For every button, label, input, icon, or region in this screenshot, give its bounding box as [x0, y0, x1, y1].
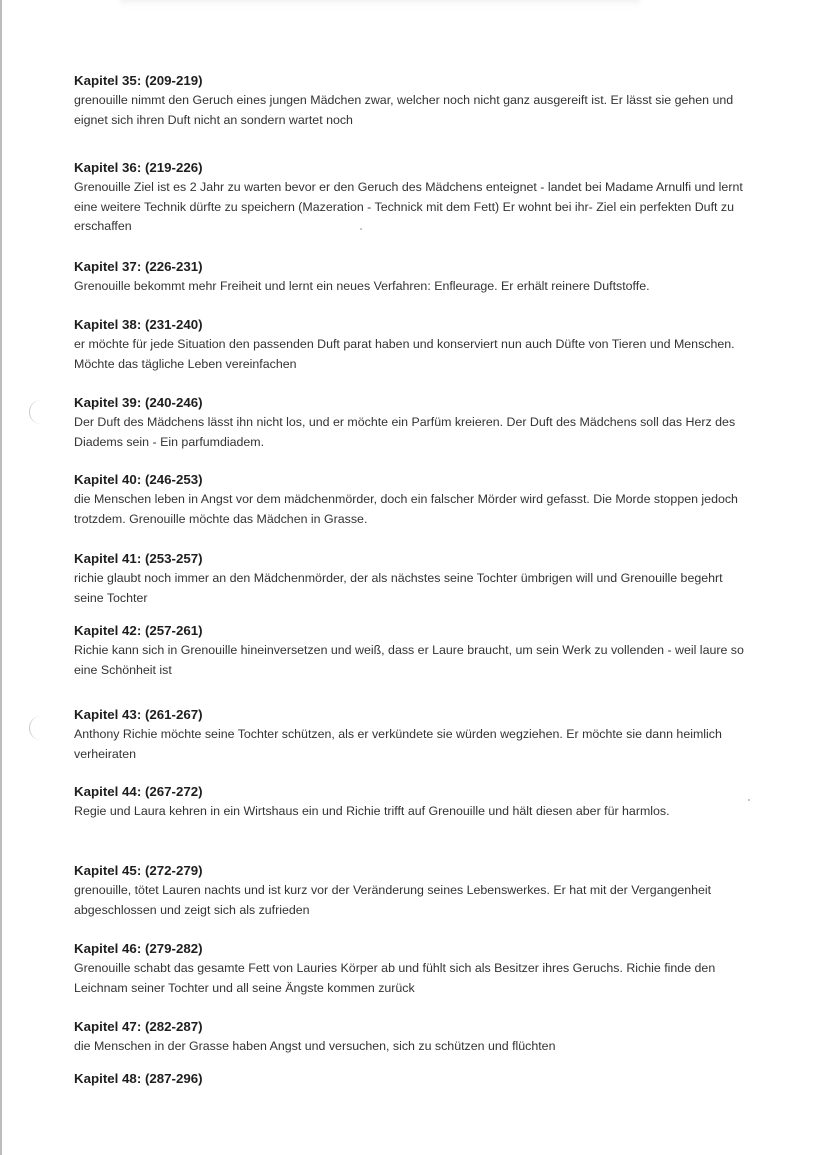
chapter-heading: Kapitel 36: (219-226) [74, 160, 203, 175]
chapter-heading: Kapitel 35: (209-219) [74, 73, 203, 88]
chapter-heading: Kapitel 45: (272-279) [74, 863, 203, 878]
chapter-heading: Kapitel 39: (240-246) [74, 395, 203, 410]
punch-hole-mark [29, 716, 52, 740]
chapter-heading: Kapitel 44: (267-272) [74, 784, 203, 799]
chapter-block [74, 393, 754, 470]
chapter-heading: Kapitel 37: (226-231) [74, 259, 203, 274]
chapter-heading: Kapitel 42: (257-261) [74, 623, 203, 638]
chapter-summary: Der Duft des Mädchens lässt ihn nicht los, und er möchte ein Parfüm kreieren. Der Duft des Mädchens soll das Herz des Diadems sein - Ein parfumdiadem. [74, 415, 736, 449]
chapter-summary: grenouille, tötet Lauren nachts und ist kurz vor der Veränderung seines Lebenswerkes. Er hat mit der Vergangenheit abgeschlossen und zeigt sich als zufrieden [74, 883, 712, 917]
chapter-summary: richie glaubt noch immer an den Mädchenmörder, der als nächstes seine Tochter ümbrigen will und Grenouille begehrt seine Tochter [74, 571, 723, 605]
chapter-block [74, 705, 754, 782]
chapter-summary-list [74, 71, 754, 1089]
chapter-block [74, 158, 754, 257]
chapter-block [74, 549, 754, 621]
chapter-heading: Kapitel 43: (261-267) [74, 707, 203, 722]
chapter-heading: Kapitel 38: (231-240) [74, 317, 203, 332]
chapter-summary: Grenouille schabt das gesamte Fett von Lauries Körper ab und fühlt sich als Besitzer ihres Geruchs. Richie finde den Leichnam seiner Tochter und all seine Ängste kommen zurück [74, 961, 716, 995]
chapter-summary: die Menschen in der Grasse haben Angst und versuchen, sich zu schützen und flüchten [74, 1039, 556, 1053]
chapter-heading: Kapitel 48: (287-296) [74, 1071, 203, 1086]
chapter-block [74, 257, 754, 315]
chapter-summary: Grenouille bekommt mehr Freiheit und lernt ein neues Verfahren: Enfleurage. Er erhält reinere Duftstoffe. [74, 279, 650, 293]
punch-hole-mark [29, 400, 52, 424]
chapter-block [74, 939, 754, 1017]
chapter-block [74, 782, 754, 861]
chapter-block [74, 315, 754, 393]
chapter-block [74, 470, 754, 549]
chapter-summary: Grenouille Ziel ist es 2 Jahr zu warten bevor er den Geruch des Mädchens enteignet - landet bei Madame Arnulfi und lernt eine weitere Technik dürfte zu speichern (Mazeration - Technick mit dem Fett) Er wohnt bei ihr- Ziel ein perfekten Duft zu erschaffen [74, 180, 743, 234]
chapter-summary: Regie und Laura kehren in ein Wirtshaus ein und Richie trifft auf Grenouille und hält diesen aber für harmlos. [74, 804, 670, 818]
bleed-through-shadow [120, 0, 640, 6]
chapter-block [74, 1069, 754, 1089]
chapter-heading: Kapitel 46: (279-282) [74, 941, 203, 956]
chapter-summary: er möchte für jede Situation den passenden Duft parat haben und konserviert nun auch Düfte von Tieren und Menschen. Möchte das tägliche Leben vereinfachen [74, 337, 735, 371]
chapter-summary: die Menschen leben in Angst vor dem mädchenmörder, doch ein falscher Mörder wird gefasst. Die Morde stoppen jedoch trotzdem. Grenouille möchte das Mädchen in Grasse. [74, 492, 738, 526]
scan-edge [0, 0, 2, 1155]
chapter-block [74, 861, 754, 939]
chapter-block [74, 71, 754, 158]
chapter-summary: Anthony Richie möchte seine Tochter schützen, als er verkündete sie würden wegziehen. Er möchte sie dann heimlich verheiraten [74, 727, 722, 761]
chapter-block [74, 621, 754, 705]
chapter-heading: Kapitel 47: (282-287) [74, 1019, 203, 1034]
chapter-summary: Richie kann sich in Grenouille hineinversetzen und weiß, dass er Laure braucht, um sein Werk zu vollenden - weil laure so eine Schönheit ist [74, 643, 744, 677]
chapter-block [74, 1017, 754, 1069]
chapter-heading: Kapitel 40: (246-253) [74, 472, 203, 487]
chapter-heading: Kapitel 41: (253-257) [74, 551, 203, 566]
chapter-summary: grenouille nimmt den Geruch eines jungen Mädchen zwar, welcher noch nicht ganz ausgereift ist. Er lässt sie gehen und eignet sich ihren Duft nicht an sondern wartet noch [74, 93, 734, 127]
